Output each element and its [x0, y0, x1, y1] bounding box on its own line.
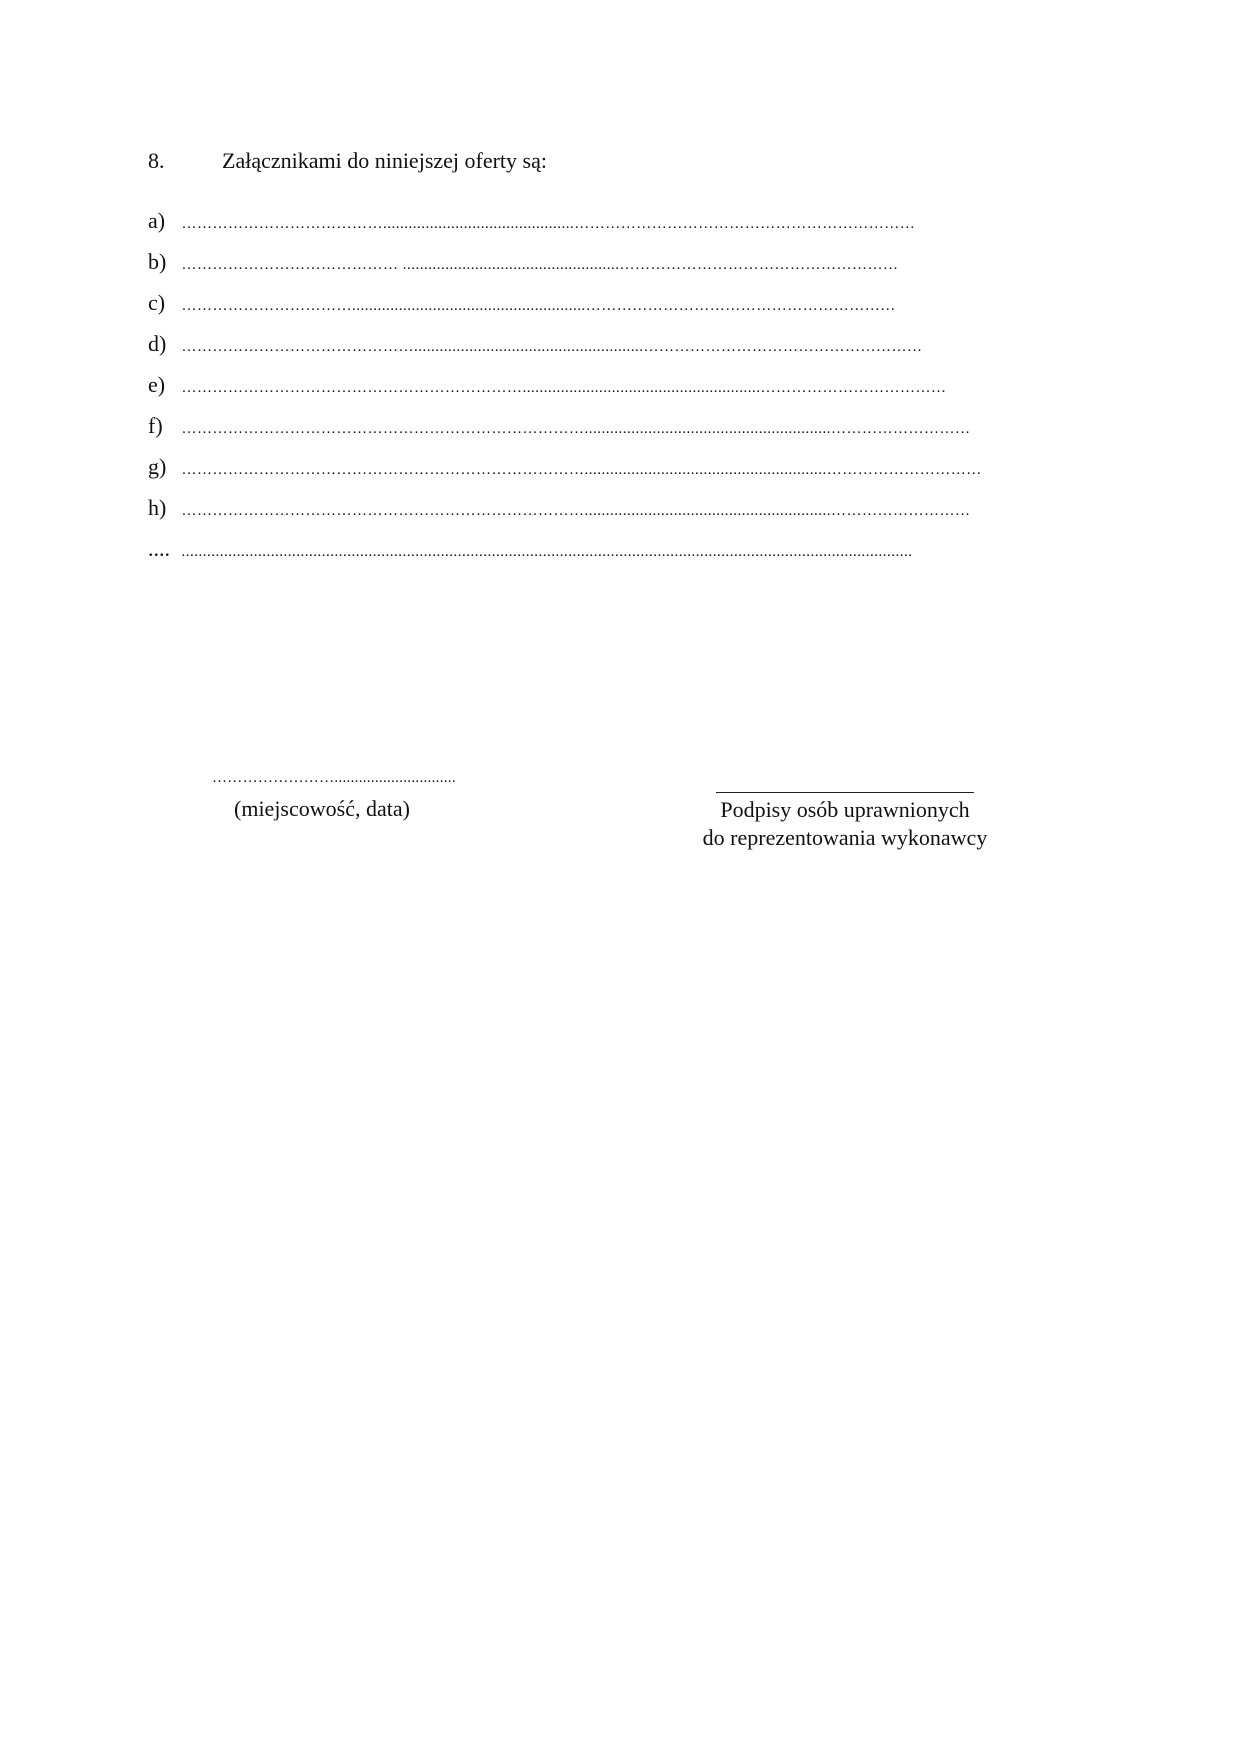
attachment-blank: ……………………………………………………………………..........................................................……………………… — [181, 421, 971, 437]
signature-label-line1: Podpisy osób uprawnionych — [720, 797, 970, 822]
place-date-label: (miejscowość, data) — [234, 796, 410, 821]
attachment-line — [148, 241, 1008, 282]
attachment-blank: ............................................................................................................................................................................ — [181, 544, 913, 560]
attachment-line — [148, 487, 1008, 528]
attachment-blank: …………………………………………………………........................................................……………………………… — [181, 380, 947, 396]
section-number: 8. — [148, 148, 165, 173]
attachment-letter: g) — [148, 454, 167, 479]
attachment-blank: …………………………….......................................................…………………………………………………… — [181, 298, 896, 314]
attachment-letter: a) — [148, 208, 166, 233]
attachment-line — [148, 446, 1008, 487]
attachment-line — [148, 528, 1008, 569]
section-heading — [148, 148, 547, 174]
signature-label — [660, 796, 1030, 852]
attachment-letter: h) — [148, 495, 167, 520]
signature-label-line2: do reprezentowania wykonawcy — [702, 825, 988, 850]
attachment-list — [148, 200, 1008, 569]
attachment-letter: d) — [148, 331, 167, 356]
attachment-blank: …………………………………… ...................................................……………………………………………… — [181, 257, 899, 273]
attachment-blank: …………………………………………………………………….........................................................………………………… — [181, 462, 982, 478]
section-title: Załącznikami do niniejszej oferty są: — [222, 148, 547, 173]
attachment-letter: .... — [148, 536, 170, 561]
attachment-blank: ……………………………………………………………………..........................................................……………………… — [181, 503, 971, 519]
attachment-letter: f) — [148, 413, 163, 438]
attachment-line — [148, 282, 1008, 323]
attachment-blank: ………………………………………......................................................……………………………………………… — [181, 339, 923, 355]
attachment-line — [148, 364, 1008, 405]
attachment-letter: b) — [148, 249, 167, 274]
attachment-line — [148, 200, 1008, 241]
attachment-blank: ………………………………….............................................………………………………………………………… — [181, 216, 916, 232]
attachment-letter: e) — [148, 372, 166, 397]
signature-line — [716, 792, 974, 793]
place-date-blank: …………………….............................. — [212, 770, 456, 786]
attachment-line — [148, 323, 1008, 364]
attachment-line — [148, 405, 1008, 446]
attachment-letter: c) — [148, 290, 166, 315]
